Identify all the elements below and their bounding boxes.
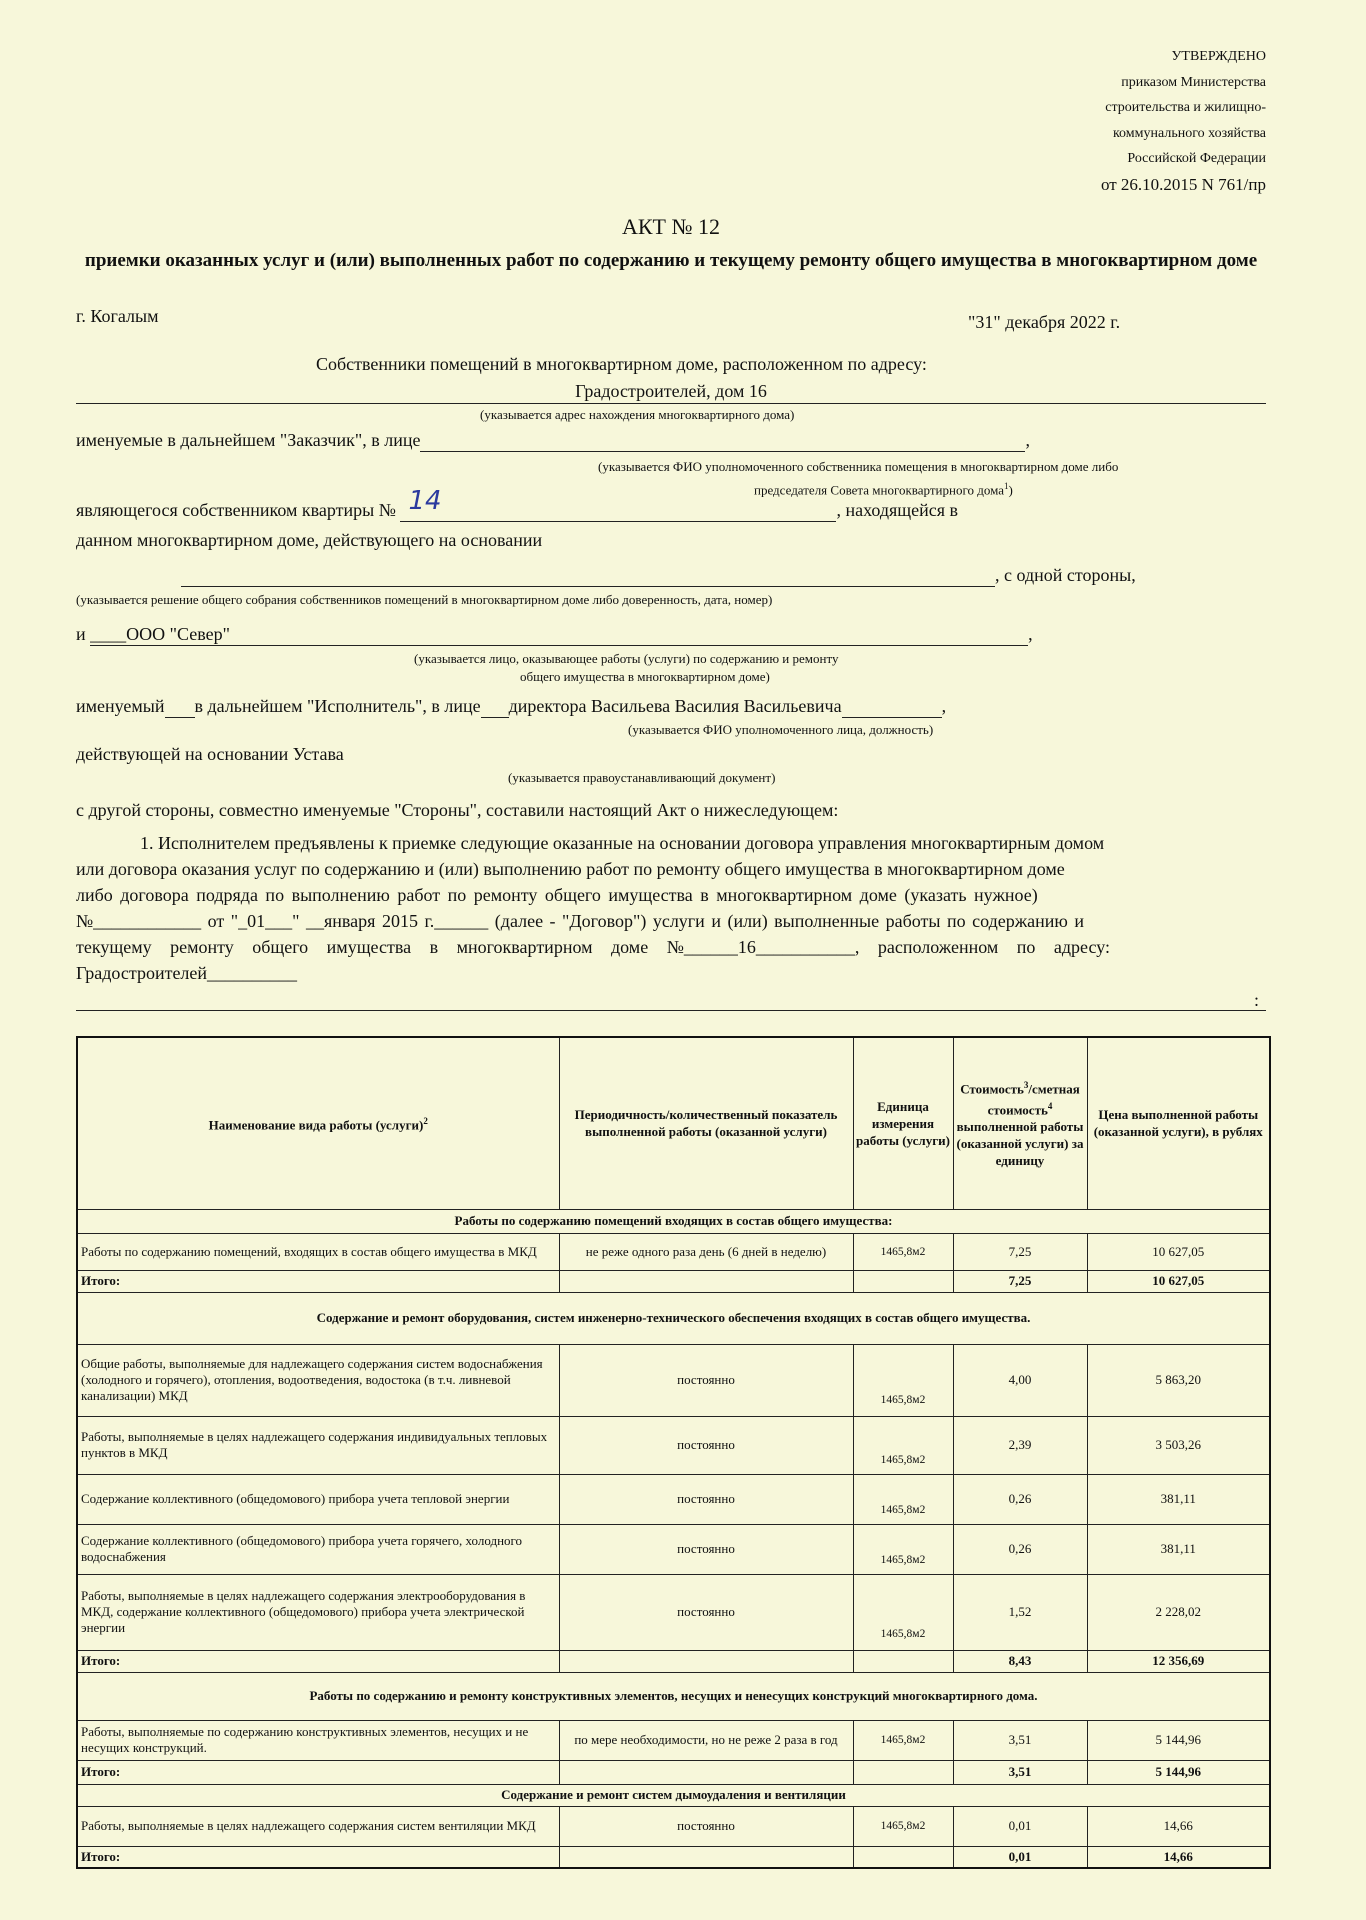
footnote-mark: 2 <box>423 1116 428 1127</box>
city: г. Когалым <box>76 306 159 326</box>
section-row <box>77 1292 1270 1344</box>
work-price: 5 144,96 <box>1087 1720 1270 1760</box>
table-row <box>77 1416 1270 1474</box>
work-name: Содержание коллективного (общедомового) прибора учета тепловой энергии <box>77 1474 559 1524</box>
work-name: Работы по содержанию помещений, входящих в состав общего имущества в МКД <box>77 1233 559 1270</box>
work-unit: 1465,8м2 <box>853 1524 953 1574</box>
work-period: постоянно <box>559 1474 853 1524</box>
services-table <box>76 1036 1271 1869</box>
contractor-line: и ____ООО "Север" , <box>76 624 1033 644</box>
contractor-note: (указывается лицо, оказывающее работы (услуги) по содержанию и ремонту <box>414 651 839 666</box>
col-header-unit: Единица измерения работы (услуги) <box>853 1037 953 1209</box>
empty-cell <box>559 1760 853 1784</box>
section-title: Содержание и ремонт систем дымоудаления и вентиляции <box>77 1784 1270 1806</box>
work-cost: 1,52 <box>953 1574 1087 1650</box>
total-cost: 7,25 <box>953 1270 1087 1292</box>
executor-line: именуемый в дальнейшем "Исполнитель", в лице директора Васильева Василия Васильевича , <box>76 696 947 716</box>
table-row <box>77 1233 1270 1270</box>
work-price: 5 863,20 <box>1087 1344 1270 1416</box>
col-header-period: Периодичность/количественный показатель выполненной работы (оказанной услуги) <box>559 1037 853 1209</box>
work-cost: 3,51 <box>953 1720 1087 1760</box>
section-row <box>77 1209 1270 1233</box>
work-unit: 1465,8м2 <box>853 1344 953 1416</box>
clause-1-line: Градостроителей__________ <box>76 963 298 983</box>
table-row <box>77 1344 1270 1416</box>
total-row <box>77 1760 1270 1784</box>
col-header-price: Цена выполненной работы (оказанной услуги), в рублях <box>1087 1037 1270 1209</box>
header-text: Наименование вида работы (услуги) <box>208 1117 424 1133</box>
total-label: Итого: <box>77 1270 559 1292</box>
act-subtitle: приемки оказанных услуг и (или) выполненных работ по содержанию и текущему ремонту общего имущества в многоквартирном доме <box>84 250 1258 271</box>
table-row <box>77 1720 1270 1760</box>
header-text: /сметная стоимость <box>987 1081 1080 1118</box>
work-name: Содержание коллективного (общедомового) прибора учета горячего, холодного водоснабжения <box>77 1524 559 1574</box>
blank <box>842 696 942 718</box>
work-period: по мере необходимости, но не реже 2 раза в год <box>559 1720 853 1760</box>
empty-cell <box>853 1270 953 1292</box>
address-rule <box>76 1010 1266 1011</box>
act-date: "31" декабря 2022 г. <box>968 312 1121 332</box>
work-period: постоянно <box>559 1524 853 1574</box>
customer-note-end: ) <box>1008 482 1013 498</box>
customer-line: именуемые в дальнейшем "Заказчик", в лице , <box>76 430 1030 450</box>
clause-1-line: №____________ от "_01___" __января 2015 г.______ (далее - "Договор") услуги и (или) выполненные работы по содержанию и <box>76 911 1085 931</box>
owners-line: Собственники помещений в многоквартирном доме, расположенном по адресу: <box>316 354 927 374</box>
section-row <box>77 1784 1270 1806</box>
blank <box>481 696 509 718</box>
total-price: 12 356,69 <box>1087 1650 1270 1672</box>
customer-blank <box>420 430 1025 452</box>
work-price: 2 228,02 <box>1087 1574 1270 1650</box>
customer-label: именуемые в дальнейшем "Заказчик", в лице <box>76 430 421 450</box>
footnote-mark: 4 <box>1047 1100 1053 1111</box>
address: Градостроителей, дом 16 <box>575 381 767 401</box>
work-unit: 1465,8м2 <box>853 1416 953 1474</box>
contractor-note: общего имущества в многоквартирном доме) <box>520 669 770 684</box>
work-cost: 0,01 <box>953 1806 1087 1846</box>
total-label: Итого: <box>77 1846 559 1868</box>
total-label: Итого: <box>77 1760 559 1784</box>
owner-apartment-label: являющегося собственником квартиры № <box>76 500 396 520</box>
approval-stamp <box>1101 44 1266 197</box>
other-side-line: с другой стороны, совместно именуемые "Стороны", составили настоящий Акт о нижеследующем: <box>76 800 839 820</box>
acting-line: действующей на основании Устава <box>76 744 344 764</box>
empty-cell <box>853 1760 953 1784</box>
basis-line: данном многоквартирном доме, действующего на основании <box>76 530 543 550</box>
empty-cell <box>853 1650 953 1672</box>
total-price: 14,66 <box>1087 1846 1270 1868</box>
blank <box>165 696 195 718</box>
basis-field-line <box>181 565 1136 587</box>
work-cost: 2,39 <box>953 1416 1087 1474</box>
basis-note: (указывается решение общего собрания собственников помещений в многоквартирном доме либо доверенность, дата, номер) <box>76 592 773 607</box>
work-cost: 0,26 <box>953 1474 1087 1524</box>
total-price: 5 144,96 <box>1087 1760 1270 1784</box>
customer-note: (указывается ФИО уполномоченного собственника помещения в многоквартирном доме либо <box>598 459 1119 474</box>
total-row <box>77 1846 1270 1868</box>
work-price: 381,11 <box>1087 1474 1270 1524</box>
empty-cell <box>559 1270 853 1292</box>
section-title: Работы по содержанию помещений входящих в состав общего имущества: <box>77 1209 1270 1233</box>
section-title: Работы по содержанию и ремонту конструктивных элементов, несущих и ненесущих конструкций многоквартирного дома. <box>77 1672 1270 1720</box>
work-unit: 1465,8м2 <box>853 1720 953 1760</box>
work-name: Работы, выполняемые в целях надлежащего содержания систем вентиляции МКД <box>77 1806 559 1846</box>
one-side-label: , с одной стороны, <box>995 565 1136 585</box>
executor-label: именуемый <box>76 696 165 716</box>
total-label: Итого: <box>77 1650 559 1672</box>
customer-note-text: председателя Совета многоквартирного дома <box>754 482 1004 498</box>
owner-apartment-suffix: , находящейся в <box>836 500 959 520</box>
work-price: 3 503,26 <box>1087 1416 1270 1474</box>
acting-note: (указывается правоустанавливающий документ) <box>508 770 776 785</box>
act-title: АКТ № 12 <box>622 214 720 239</box>
empty-cell <box>559 1650 853 1672</box>
work-unit: 1465,8м2 <box>853 1574 953 1650</box>
total-price: 10 627,05 <box>1087 1270 1270 1292</box>
total-row <box>77 1650 1270 1672</box>
section-title: Содержание и ремонт оборудования, систем инженерно-технического обеспечения входящих в состав общего имущества. <box>77 1292 1270 1344</box>
executor-person: директора Васильева Василия Васильевича <box>508 696 842 716</box>
work-unit: 1465,8м2 <box>853 1806 953 1846</box>
work-period: постоянно <box>559 1574 853 1650</box>
work-name: Общие работы, выполняемые для надлежащего содержания систем водоснабжения (холодного и горячего), отопления, водоотведения, водостока (в т.ч. ливневой канализации) МКД <box>77 1344 559 1416</box>
colon: : <box>1254 990 1260 1010</box>
approved-line: строительства и жилищно- <box>1105 100 1266 115</box>
approved-line: УТВЕРЖДЕНО <box>1171 49 1266 64</box>
clause-1-line: 1. Исполнителем предъявлены к приемке следующие оказанные на основании договора управления многоквартирным домом <box>140 833 1105 853</box>
approved-line: от 26.10.2015 N 761/пр <box>1100 174 1266 194</box>
work-price: 14,66 <box>1087 1806 1270 1846</box>
customer-note <box>754 481 1013 498</box>
approved-line: приказом Министерства <box>1121 74 1266 90</box>
clause-1-line: текущему ремонту общего имущества в многоквартирном доме №______16___________, расположенном по адресу: <box>76 937 1111 957</box>
col-header-cost <box>953 1037 1087 1209</box>
work-cost: 0,26 <box>953 1524 1087 1574</box>
header-text: Стоимость <box>960 1081 1024 1097</box>
executor-label-2: в дальнейшем "Исполнитель", в лице <box>194 696 481 716</box>
work-period: постоянно <box>559 1416 853 1474</box>
basis-blank <box>181 565 995 587</box>
empty-cell <box>559 1846 853 1868</box>
apartment-field <box>400 486 836 522</box>
work-price: 381,11 <box>1087 1524 1270 1574</box>
work-period: постоянно <box>559 1806 853 1846</box>
clause-1-line: либо договора подряда по выполнению работ по ремонту общего имущества в многоквартирном доме (указать нужное) <box>76 885 1038 905</box>
work-period: не реже одного раза день (6 дней в неделю) <box>559 1233 853 1270</box>
work-name: Работы, выполняемые в целях надлежащего содержания индивидуальных тепловых пунктов в МКД <box>77 1416 559 1474</box>
contractor-name: ООО "Север" <box>126 624 230 644</box>
contractor-field: ____ООО "Север" <box>90 624 1028 646</box>
work-cost: 7,25 <box>953 1233 1087 1270</box>
clause-1-line: или договора оказания услуг по содержанию и (или) выполнению работ по ремонту общего имущества в многоквартирном доме <box>76 859 1065 879</box>
address-note: (указывается адрес нахождения многоквартирного дома) <box>480 407 795 422</box>
footnote-mark: 3 <box>1023 1080 1029 1091</box>
work-name: Работы, выполняемые по содержанию конструктивных элементов, несущих и не несущих конструкций. <box>77 1720 559 1760</box>
work-period: постоянно <box>559 1344 853 1416</box>
header-text: выполненной работы (оказанной услуги) за единицу <box>956 1119 1084 1169</box>
approved-line: коммунального хозяйства <box>1112 125 1266 141</box>
and-label: и <box>76 624 86 644</box>
work-name: Работы, выполняемые в целях надлежащего содержания электрооборудования в МКД, содержание коллективного (общедомового) прибора учета электрической энергии <box>77 1574 559 1650</box>
table-row <box>77 1474 1270 1524</box>
footnote-mark: 1 <box>1003 481 1009 491</box>
address-line <box>76 379 1266 404</box>
executor-note: (указывается ФИО уполномоченного лица, должность) <box>628 722 934 737</box>
work-cost: 4,00 <box>953 1344 1087 1416</box>
approved-line: Российской Федерации <box>1127 151 1266 166</box>
section-row <box>77 1672 1270 1720</box>
work-price: 10 627,05 <box>1087 1233 1270 1270</box>
total-cost: 8,43 <box>953 1650 1087 1672</box>
total-cost: 0,01 <box>953 1846 1087 1868</box>
col-header-name <box>77 1037 559 1209</box>
work-unit: 1465,8м2 <box>853 1233 953 1270</box>
table-header <box>77 1037 1270 1209</box>
apartment-number: 14 <box>408 486 442 516</box>
work-unit: 1465,8м2 <box>853 1474 953 1524</box>
total-row <box>77 1270 1270 1292</box>
empty-cell <box>853 1846 953 1868</box>
table-row <box>77 1524 1270 1574</box>
table-row <box>77 1574 1270 1650</box>
table-row <box>77 1806 1270 1846</box>
total-cost: 3,51 <box>953 1760 1087 1784</box>
